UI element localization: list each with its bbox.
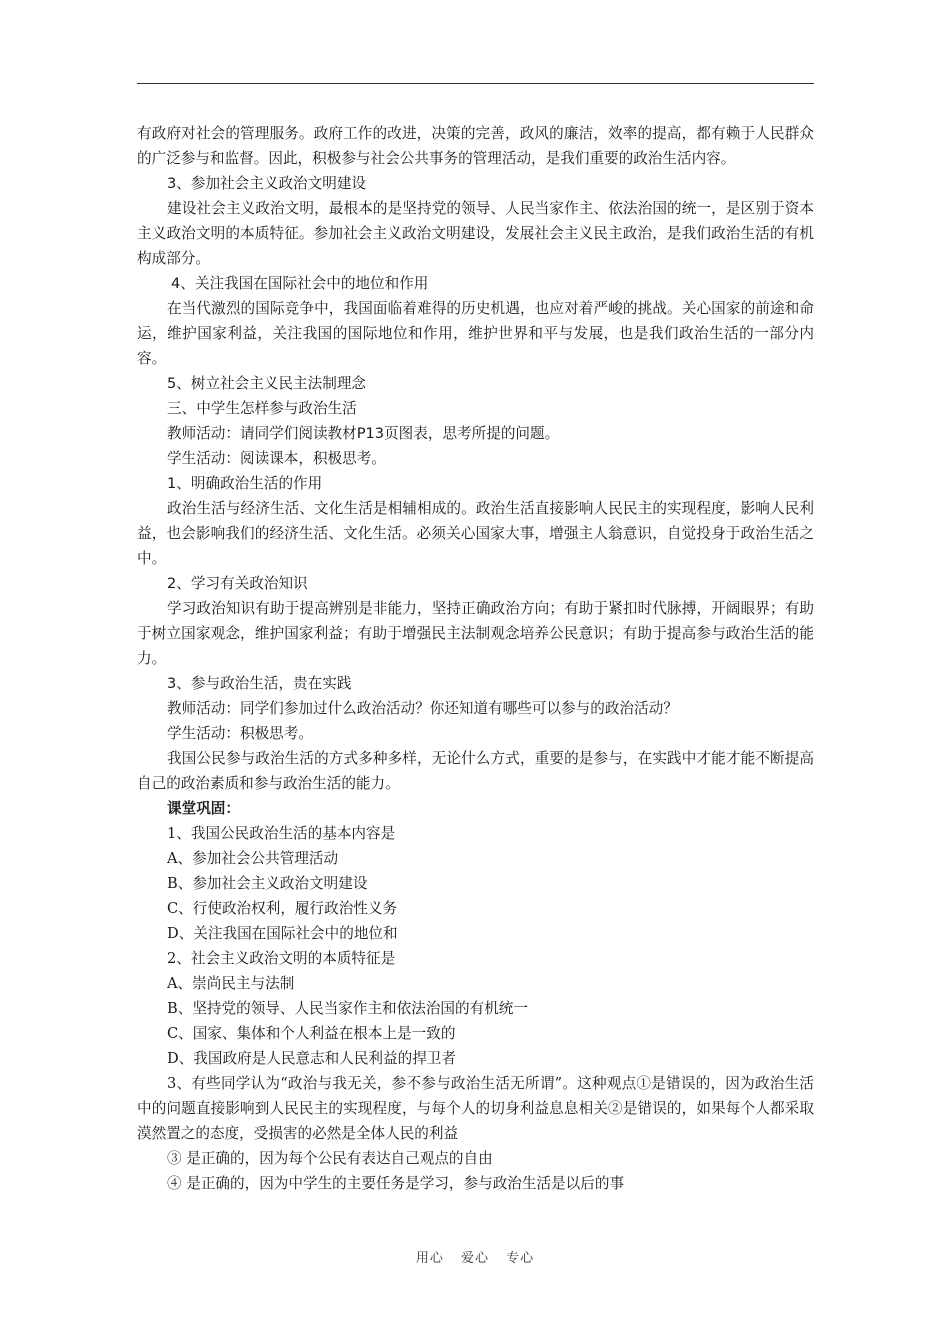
header-rule	[137, 83, 814, 84]
paragraph: 政治生活与经济生活、文化生活是相辅相成的。政治生活直接影响人民民主的实现程度，影响人民利益，也会影响我们的经济生活、文化生活。必须关心国家大事，增强主人翁意识，自觉投身于政治生活之中。	[137, 500, 814, 567]
consolidation-heading: 课堂巩固：	[167, 800, 240, 817]
question-3: 3、有些同学认为“政治与我无关，参不参与政治生活无所谓”。这种观点①是错误的，因为政治生活中的问题直接影响到人民民主的实现程度，与每个人的切身利益息息相关②是错误的，如果每个人都采取漠然置之的态度，受损害的必然是全体人民的利益	[137, 1075, 814, 1142]
paragraph: 建设社会主义政治文明，最根本的是坚持党的领导、人民当家作主、依法治国的统一，是区别于资本主义政治文明的本质特征。参加社会主义政治文明建设，发展社会主义民主政治，是我们政治生活的有机构成部分。	[137, 200, 814, 267]
paragraph: 在当代激烈的国际竞争中，我国面临着难得的历史机遇，也应对着严峻的挑战。关心国家的前途和命运，维护国家利益，关注我国的国际地位和作用，维护世界和平与发展，也是我们政治生活的一部分内容。	[137, 300, 814, 367]
paragraph: 我国公民参与政治生活的方式多种多样，无论什么方式，重要的是参与，在实践中才能才能不断提高自己的政治素质和参与政治生活的能力。	[137, 750, 814, 792]
paragraph: 有政府对社会的管理服务。政府工作的改进，决策的完善，政风的廉洁，效率的提高，都有赖于人民群众的广泛参与和监督。因此，积极参与社会公共事务的管理活动，是我们重要的政治生活内容。	[137, 125, 814, 167]
question-2: 2、社会主义政治文明的本质特征是	[167, 950, 396, 967]
paragraph: 学习政治知识有助于提高辨别是非能力，坚持正确政治方向；有助于紧扣时代脉搏，开阔眼界；有助于树立国家观念，维护国家利益；有助于增强民主法制观念培养公民意识；有助于提高参与政治生活的能力。	[137, 600, 814, 667]
option-c: C、国家、集体和个人利益在根本上是一致的	[167, 1025, 456, 1042]
option-c: C、行使政治权利，履行政治性义务	[167, 900, 398, 917]
subheading: 4、关注我国在国际社会中的地位和作用	[171, 275, 429, 292]
option-4: ④ 是正确的，因为中学生的主要任务是学习，参与政治生活是以后的事	[167, 1175, 625, 1192]
option-b: B、坚持党的领导、人民当家作主和依法治国的有机统一	[167, 1000, 528, 1017]
option-a: A、参加社会公共管理活动	[167, 850, 339, 867]
option-d: D、关注我国在国际社会中的地位和	[167, 925, 398, 942]
subheading: 2、学习有关政治知识	[167, 575, 308, 592]
option-a: A、崇尚民主与法制	[167, 975, 295, 992]
teacher-activity: 教师活动：请同学们阅读教材P13页图表，思考所提的问题。	[167, 425, 560, 442]
page-footer: 用心 爱心 专心	[415, 1251, 535, 1266]
quiz-section	[137, 821, 814, 1196]
option-3: ③ 是正确的，因为每个公民有表达自己观点的自由	[167, 1150, 493, 1167]
document-body	[137, 121, 814, 1196]
subheading: 3、参加社会主义政治文明建设	[167, 175, 367, 192]
teacher-activity: 教师活动：同学们参加过什么政治活动？你还知道有哪些可以参与的政治活动？	[167, 700, 678, 717]
option-b: B、参加社会主义政治文明建设	[167, 875, 368, 892]
subheading: 5、树立社会主义民主法制理念	[167, 375, 367, 392]
subheading: 3、参与政治生活，贵在实践	[167, 675, 352, 692]
section-heading: 三、中学生怎样参与政治生活	[167, 400, 357, 417]
option-d: D、我国政府是人民意志和人民利益的捍卫者	[167, 1050, 456, 1067]
student-activity: 学生活动：阅读课本，积极思考。	[167, 450, 386, 467]
student-activity: 学生活动：积极思考。	[167, 725, 313, 742]
subheading: 1、明确政治生活的作用	[167, 475, 323, 492]
question-1: 1、我国公民政治生活的基本内容是	[167, 825, 396, 842]
